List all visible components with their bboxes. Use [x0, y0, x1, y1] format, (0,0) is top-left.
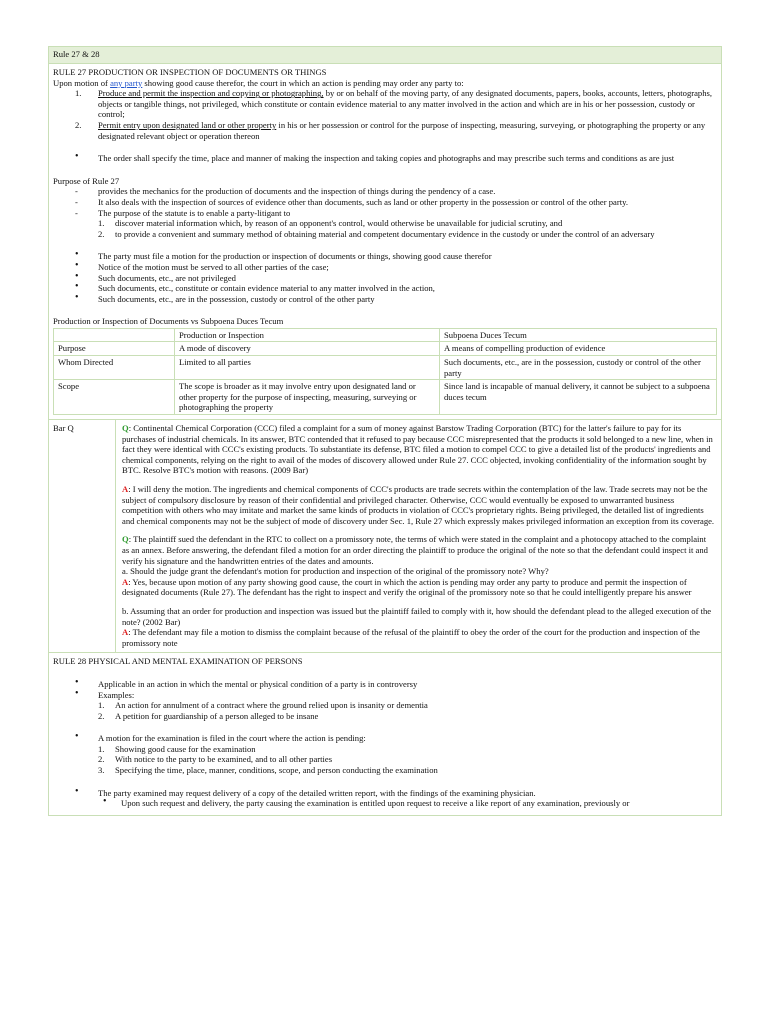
rule28-list-d — [53, 798, 717, 809]
item-text: Showing good cause for the examination — [115, 743, 256, 754]
purpose-dash-list — [53, 186, 717, 218]
intro-text: Upon motion of — [53, 77, 111, 88]
order-note: The order shall specify the time, place and manner of making the inspection and taking copies and photographs and may prescribe such terms and conditions as are just — [98, 153, 675, 164]
bullet-text: A motion for the examination is filed in the court where the action is pending: — [98, 733, 366, 744]
rule28-list-a — [53, 676, 717, 700]
table-row — [54, 342, 717, 356]
dash-text: The purpose of the statute is to enable a party-litigant to — [98, 207, 291, 218]
comparison-title: Production or Inspection of Documents vs Subpoena Duces Tecum — [53, 316, 284, 327]
a-marker: A — [122, 484, 129, 494]
item-number: 3. — [98, 765, 105, 776]
table-cell: Scope — [54, 380, 175, 415]
list-item: • Such documents, etc., constitute or contain evidence material to any matter involved in the action, — [75, 281, 435, 294]
item-text: to provide a convenient and summary method of obtaining material and competent documentary evidence in the custody or under the control of an adversary — [115, 228, 655, 239]
list-item: - provides the mechanics for the production of documents and the inspection of things during the pendency of a case. — [75, 186, 496, 197]
list-item — [53, 120, 717, 141]
item-number: 1. — [98, 218, 105, 229]
order-note-list — [53, 153, 717, 164]
document-frame — [48, 46, 722, 816]
bullet-text: The party must file a motion for the production or inspection of documents or things, showing good cause therefor — [98, 251, 492, 262]
q-marker: Q — [122, 534, 129, 545]
requirements-list — [53, 251, 717, 304]
list-item: • Such documents, etc., are not privileged — [75, 270, 236, 283]
answer-1 — [122, 484, 715, 526]
question-text: : The plaintiff sued the defendant in the RTC to collect on a promissory note, the terms of which were stated in the complaint and a photocopy attached to the complaint as an annex. Before answering, the defendant filed a motion for an order directing the plaintiff to produce the original of the note so that the defendant could inspect it and verify his signature and the handwritten entries of the dates and amounts. — [122, 534, 708, 566]
any-party-link[interactable]: any party — [110, 77, 143, 88]
list-item — [53, 218, 717, 229]
rule28-title: RULE 28 PHYSICAL AND MENTAL EXAMINATION OF PERSONS — [53, 656, 303, 667]
item-text: With notice to the party to be examined, and to all other parties — [115, 754, 333, 765]
rule27-intro — [53, 78, 717, 89]
table-row — [54, 356, 717, 380]
item-number: 2. — [75, 119, 82, 130]
rule28-list-c — [53, 785, 717, 799]
answer-text: : The defendant may file a motion to dismiss the complaint because of the refusal of the plaintiff to obey the order of the court for the production and inspection of the promissory note — [122, 627, 700, 648]
question-1 — [122, 423, 715, 476]
table-cell: Since land is incapable of manual delivery, it cannot be subject to a subpoena duces tecum — [440, 380, 717, 415]
table-cell: A mode of discovery — [175, 342, 440, 356]
bullet-text: Notice of the motion must be served to all other parties of the case; — [98, 261, 329, 272]
bullet-text: Examples: — [98, 689, 135, 700]
list-item — [53, 765, 717, 776]
bullet-text: The party examined may request delivery of a copy of the detailed written report, with the findings of the examining physician. — [98, 787, 536, 798]
document-header — [49, 47, 721, 64]
answer-2b — [122, 627, 715, 648]
comparison-table — [53, 328, 717, 415]
list-item: • Applicable in an action in which the mental or physical condition of a party is in controversy — [75, 676, 418, 689]
table-header-row — [54, 328, 717, 342]
item-underlined: Permit entry upon designated land or other property — [98, 119, 277, 130]
answer-2a — [122, 577, 715, 598]
table-cell: Limited to all parties — [175, 356, 440, 380]
item-number: 2. — [98, 228, 105, 239]
list-item: • Such documents, etc., are in the possession, custody or control of the other party — [75, 291, 375, 304]
bar-questions-section — [49, 420, 721, 653]
table-cell: Purpose — [54, 342, 175, 356]
question-2 — [122, 534, 715, 566]
rule27-section — [49, 64, 721, 420]
table-row — [54, 380, 717, 415]
bullet-text: Such documents, etc., are in the possession, custody or control of the other party — [98, 293, 375, 304]
bullet-text: Applicable in an action in which the mental or physical condition of a party is in controversy — [98, 678, 418, 689]
item-text: An action for annulment of a contract where the ground relied upon is insanity or dementia — [115, 700, 428, 711]
list-item: - It also deals with the inspection of sources of evidence other than documents, such as land or other property in the possession or control of the other party. — [75, 196, 628, 207]
bar-q-body — [116, 420, 721, 652]
table-header-cell: Subpoena Duces Tecum — [440, 328, 717, 342]
bullet-text: Such documents, etc., constitute or contain evidence material to any matter involved in the action, — [98, 283, 435, 294]
item-number: 2. — [98, 754, 105, 765]
list-item — [53, 229, 717, 240]
item-text: Specifying the time, place, manner, conditions, scope, and person conducting the examination — [115, 765, 438, 776]
bullet-text: Such documents, etc., are not privileged — [98, 272, 236, 283]
table-header-cell — [54, 328, 175, 342]
item-text: in his or her possession or control for the purpose of inspecting, measuring, surveying, or photographing the property or any designated relevant object or operation thereon — [98, 119, 706, 141]
item-text: by or on behalf of the moving party, of any designated documents, papers, books, accounts, letters, photographs, objects or tangible things, not privileged, which constitute or contain evidence material to any matter involved in the action and which are in his or her possession, custody or control; — [98, 88, 713, 120]
list-item: - The purpose of the statute is to enable a party-litigant to — [75, 207, 291, 218]
dash-text: provides the mechanics for the production of documents and the inspection of things during the pendency of a case. — [98, 186, 496, 197]
list-item: • The order shall specify the time, place and manner of making the inspection and taking copies and photographs and may prescribe such terms and conditions as are just — [75, 151, 675, 164]
list-item: • Examples: — [75, 687, 135, 700]
rule27-title: RULE 27 PRODUCTION OR INSPECTION OF DOCUMENTS OR THINGS — [53, 67, 327, 77]
list-item — [53, 744, 717, 755]
bar-q-label: Bar Q — [49, 420, 116, 652]
table-header-cell: Production or Inspection — [175, 328, 440, 342]
item-text: discover material information which, by reason of an opponent's control, would otherwise be unavailable for judicial scrutiny, and — [115, 218, 563, 229]
list-item: • Upon such request and delivery, the party causing the examination is entitled upon request to receive a like report of any examination, previously or — [103, 796, 630, 809]
table-cell: Whom Directed — [54, 356, 175, 380]
item-number: 1. — [75, 88, 82, 99]
purpose-title: Purpose of Rule 27 — [53, 175, 120, 186]
item-number: 2. — [98, 710, 105, 721]
list-item — [53, 700, 717, 711]
rule28-list-b — [53, 733, 717, 744]
question-text: : Continental Chemical Corporation (CCC) filed a complaint for a sum of money against Barstow Trading Corporation (BTC) for the latter's failure to pay for its purchases of industrial chemicals. In its answer, BTC contended that it refused to pay because CCC misrepresented that the products it sold belonged to a new line, when in fact they were identical with CCC's existing products. To substantiate its defense, BTC filed a motion to compel CCC to give a detailed list of the products' ingredients and chemical components, relying on the right to avail of the modes of discovery allowed under Rule 27. CCC objected, invoking confidentiality of the information sought by BTC. Resolve BTC's motion with reasons. (2009 Bar) — [122, 423, 713, 476]
item-number: 1. — [98, 700, 105, 711]
examples-list — [53, 700, 717, 721]
answer-text: : I will deny the motion. The ingredients and chemical components of CCC's products are trade secrets within the contemplation of the law. Trade secrets may not be the subject of compulsory disclosure by reason of their confidential and privileged character. Otherwise, CCC would eventually be exposed to unwarranted business competition with others who may imitate and market the same kinds of products in violation of CCC's proprietary rights. Being privileged, the detailed list of ingredients and chemical components may not be the subject of mode of discovery under Sec. 1, Rule 27 which expressly makes privileged information an exception from its coverage. — [122, 484, 715, 526]
item-underlined: Produce and permit the inspection and copying or photographing, — [98, 88, 324, 99]
answer-text: : Yes, because upon motion of any party showing good cause, the court in which the action is pending may order any party to produce and permit the inspection of designated documents (Rule 27). The defendant has the right to inspect and verify the original of the promissory note so that he could intelligently prepare his answer — [122, 576, 692, 598]
item-text: A petition for guardianship of a person alleged to be insane — [115, 710, 319, 721]
rule27-list — [53, 88, 717, 141]
list-item: • A motion for the examination is filed in the court where the action is pending: — [75, 731, 366, 744]
bullet-text: Upon such request and delivery, the party causing the examination is entitled upon request to receive a like report of any examination, previously or — [121, 798, 630, 809]
purpose-sub-list — [53, 218, 717, 239]
table-cell: A means of compelling production of evidence — [440, 342, 717, 356]
list-item: • The party must file a motion for the production or inspection of documents or things, showing good cause therefor — [75, 249, 492, 262]
rule28-section — [49, 653, 721, 815]
q-marker: Q — [122, 423, 129, 434]
list-item — [53, 711, 717, 722]
table-cell: The scope is broader as it may involve entry upon designated land or other property for the purpose of inspecting, measuring, surveying or photographing the property — [175, 380, 440, 415]
item-number: 1. — [98, 743, 105, 754]
header-title: Rule 27 & 28 — [53, 49, 100, 59]
table-cell: Such documents, etc., are in the possession, custody or control of the other party — [440, 356, 717, 380]
list-item: • Notice of the motion must be served to all other parties of the case; — [75, 259, 329, 272]
question-2a: a. Should the judge grant the defendant's motion for production and inspection of the original of the promissory note? Why? — [122, 566, 549, 577]
list-item — [53, 88, 717, 120]
dash-text: It also deals with the inspection of sources of evidence other than documents, such as land or other property in the possession or control of the other party. — [98, 196, 628, 207]
list-item — [53, 754, 717, 765]
a-marker: A — [122, 576, 129, 587]
question-2b: b. Assuming that an order for production and inspection was issued but the plaintiff failed to comply with it, how should the defendant plead to the alleged execution of the note? (2002 Bar) — [122, 605, 712, 627]
a-marker: A — [122, 627, 129, 638]
list-item: • The party examined may request delivery of a copy of the detailed written report, with the findings of the examining physician. — [75, 785, 536, 798]
motion-steps-list — [53, 744, 717, 776]
intro-text-post: showing good cause therefor, the court in which an action is pending may order any party to: — [142, 77, 464, 88]
